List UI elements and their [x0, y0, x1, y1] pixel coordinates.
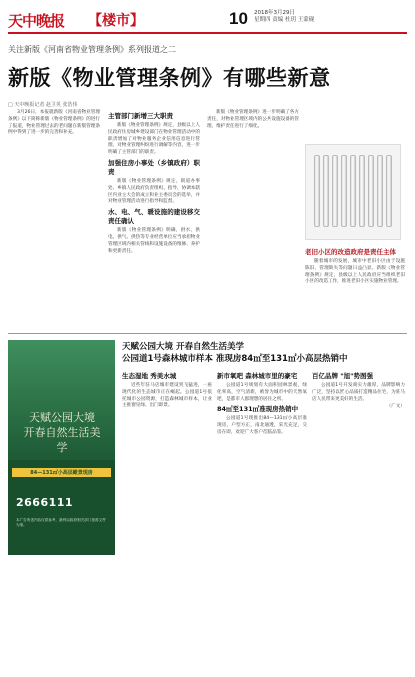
- article-headline: 新版《物业管理条例》有哪些新意: [8, 66, 331, 90]
- article1-column-1: [8, 110, 100, 138]
- section-heading: 加强住房小事处（乡镇政府）职责: [108, 158, 200, 176]
- section-body: 新版《物业管理条例》规定，县级以上人民政府住房城乡建设部门在物业管理活动中的职责增加了对物业服务企业信用信息进行管理、对物业管理纠纷进行调解等内容，进一步明确了主管部门的职责。: [108, 123, 200, 156]
- ad-title: 天赋公园大境 开春自然生活美学: [23, 411, 101, 454]
- section-divider: [8, 333, 407, 334]
- ad-phone-number: 2666111: [16, 496, 74, 509]
- section-body: 近些年驻马店城市建设突飞猛进，一座现代化的生态城市正在崛起。公园道1号依托城市公园资源，打造森林城市样本，让业主推窗见绿、出门即景。: [122, 383, 212, 409]
- page-number: 10: [229, 9, 248, 28]
- dateline: [254, 10, 314, 24]
- article1-intro: 3月26日，本报就新版《河南省物业管理条例》以下简称新版《物业管理条例》的进行了报道，物业管理过去的老问题在新版管理条例中得到了进一步的完善和补充。: [8, 110, 100, 136]
- section-heading: 老旧小区的改造政府是责任主体: [305, 248, 396, 256]
- section-body: 公园道1号开发商实力雄厚，品牌影响力广泛，坚持以匠心品质打造精品住宅，为驻马店人民带来更美好的生活。: [312, 383, 405, 402]
- article-byline: □ 天中晚报记者 赵卫英 张浩伟: [8, 102, 78, 108]
- article1-column-2: [108, 110, 200, 256]
- ad-price-banner: 84—131㎡小高层瞰景现房: [12, 468, 111, 477]
- section-body-continued: 新版《物业管理条例》进一步明确了各方责任，对物业管理区域内的公共设施设备的管理、维护责任进行了细化。: [207, 110, 299, 129]
- section-heading: 生态湿地 秀美水城: [122, 372, 177, 380]
- section-heading: 84㎡至131㎡准现房热销中: [217, 405, 299, 414]
- section-body: 随着城市的发展，城市中老旧小区由于设施陈旧、管理缺失等问题日益凸显。新版《物业管理条例》规定，县级以上人民政府应当组织老旧小区的改造工作，推进老旧小区实施物业管理。: [305, 259, 405, 285]
- advertorial-column-3: [312, 370, 405, 412]
- masthead: [8, 8, 407, 34]
- real-estate-advertisement: [8, 340, 115, 555]
- advertorial-footer: （广文）: [386, 404, 405, 410]
- article-subhead: 关注新版《河南省物业管理条例》系列报道之二: [8, 45, 176, 54]
- radiator-photo: [305, 144, 401, 240]
- newspaper-logo: 天中晚报: [8, 12, 65, 30]
- editor-credit: 责编 杜玥 王蒙砚: [272, 17, 315, 23]
- article1-column-3: [207, 110, 299, 131]
- masthead-rule: [8, 32, 407, 34]
- section-name: 【楼市】: [88, 13, 144, 29]
- advertorial-column-1: [122, 370, 212, 411]
- advertorial-column-2: [217, 370, 307, 438]
- section-heading: 水、电、气、暖设施的建设移交责任确认: [108, 208, 200, 226]
- issue-weekday: 星期四: [254, 17, 271, 23]
- section-heading: 主管部门新增三大职责: [108, 112, 173, 120]
- advertorial-title: [122, 341, 347, 365]
- article1-column-4: [305, 246, 405, 287]
- issue-date: 2018年3月29日: [254, 10, 295, 16]
- ad-disclaimer: 本广告所述内容仅供参考，最终以政府相关部门批准文件为准。: [16, 518, 106, 527]
- advertorial-title-line-1: 天赋公园大境 开春自然生活美学: [122, 342, 244, 352]
- section-heading: 百亿品牌 "旭"势图强: [312, 372, 374, 380]
- section-heading: 新市氧吧 森林城市里的豪宅: [217, 372, 298, 380]
- section-body: 公园道1号规划有大面积园林景观，绿化率高，空气清新，被誉为城市中的天然氧吧，是都市人群理想的居住之所。: [217, 383, 307, 402]
- section-body: 新版《物业管理条例》明确，供水、供电、供气、供热等专业经营单位应当承担物业管理区域内相关管线和设施设备的维修、养护和更新责任。: [108, 228, 200, 254]
- section-body: 新版《物业管理条例》规定，街道办事处、乡镇人民政府负责组织、指导、协调本辖区内业主大会的成立和业主委员会的选举，并对物业管理活动进行指导和监督。: [108, 178, 200, 205]
- section-body: 公园道1号现推出84—131㎡小高层准现房，户型方正，南北通透，采光充足，交房在即，欢迎广大客户莅临品鉴。: [217, 416, 307, 435]
- advertorial-title-line-2: 公园道1号森林城市样本 准现房84㎡至131㎡小高层热销中: [122, 354, 348, 364]
